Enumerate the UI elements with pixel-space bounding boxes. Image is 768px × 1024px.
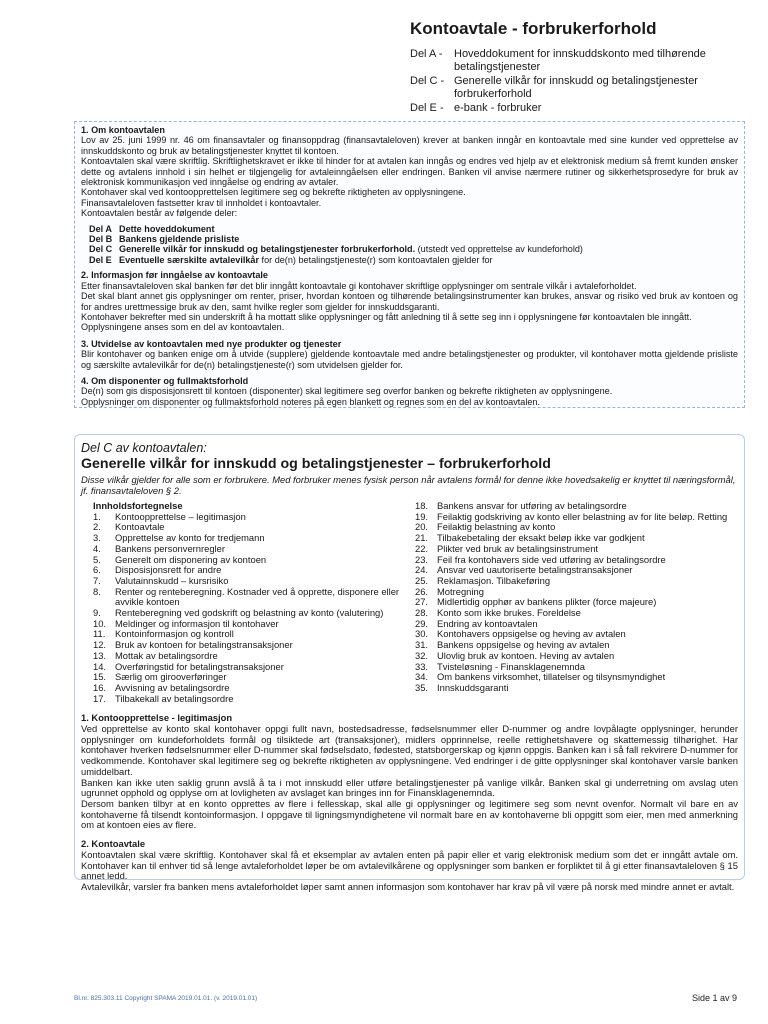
toc-title: Bankens ansvar for utføring av betalingsordre — [437, 500, 627, 512]
toc-column-right — [415, 501, 737, 704]
toc-number: 2. — [93, 521, 101, 533]
part-code: Del E - — [410, 102, 444, 114]
document-title: Kontoavtale - forbrukerforhold — [410, 19, 657, 38]
del-c-subtitle: Del C av kontoavtalen: — [81, 441, 207, 455]
section-heading: 2. Kontoavtale — [81, 838, 146, 850]
paragraph: Avtalevilkår, varsler fra banken mens avtaleforholdet løper samt annen informasjon som kontohaver har krav på vil være på norsk med mindre annet er avtalt. — [81, 880, 735, 892]
toc-number: 24. — [415, 564, 429, 576]
paragraph: Kontohaver skal ved kontoopprettelsen legitimere seg og bekrefte riktigheten av opplysningene. — [81, 187, 466, 198]
part-desc: e-bank - forbruker — [454, 102, 542, 114]
section-heading: 1. Om kontoavtalen — [81, 125, 165, 135]
paragraph: Banken kan ikke uten saklig grunn avslå å ta i mot innskudd eller utføre betalingstjenester på vanlige vilkår. Banken skal gi underretning om avslag uten ugrunnet opphold og opplyse om at lovligheten av avslaget kan bringes inn for Finansklagenemnda. — [81, 776, 738, 799]
toc-title: Bankens oppsigelse og heving av avtalen — [437, 639, 610, 651]
toc-title: Kontoinformasjon og kontroll — [115, 628, 234, 640]
paragraph: Kontoavtalen skal være skriftlig. Skriftlighetskravet er ikke til hinder for at avtalen kan inngås og endres ved hjelp av et elektronisk medium så fremt kunden ønsker dette og avtalens innhold i sin helhet er tilgjengelig for avtaleinngåelsen eller endringen. Banken vil anvise nærmere rutiner og sikkerhetsprosedyre for bruk av elektronisk kommunikasjon ved inngåelse og endring av avtaler. — [81, 156, 738, 188]
toc-number: 32. — [415, 649, 429, 661]
toc-number: 13. — [93, 649, 107, 661]
toc-number: 9. — [93, 607, 101, 619]
toc-title: Disposisjonsrett for andre — [115, 564, 222, 576]
toc-title: Kontohavers oppsigelse og heving av avtalen — [437, 628, 626, 640]
toc-title: Kontoavtale — [115, 521, 165, 533]
toc-item — [93, 544, 415, 555]
paragraph: De(n) som gis disposisjonsrett til kontoen (disponenter) skal legitimere seg overfor banken og bekrefte riktigheten av opplysningene. — [81, 386, 613, 397]
del-text: Dette hoveddokument — [119, 223, 215, 234]
toc-number: 23. — [415, 553, 429, 565]
toc-title: Valutainnskudd – kursrisiko — [115, 574, 229, 586]
toc-title: Generelt om disponering av kontoen — [115, 553, 267, 565]
footer-copyright: Bl.nr. 825.303.11 Copyright SPAMA 2019.01.01. (v. 2019.01.01) — [74, 995, 258, 1002]
del-c-box — [74, 434, 745, 892]
toc-title: Meldinger og informasjon til kontohaver — [115, 617, 279, 629]
del-code: Del E — [89, 254, 112, 265]
paragraph: Kontohaver bekrefter med sin underskrift å ha mottatt slike opplysninger og fått anledning til å sette seg inn i opplysningene før kontoavtalen ble inngått. — [81, 311, 692, 322]
del-list — [89, 224, 738, 266]
toc-title: Tilbakebetaling der eksakt beløp ikke var godkjent — [437, 532, 645, 544]
toc-title: Om bankens virksomhet, tillatelser og tilsynsmyndighet — [437, 671, 666, 683]
toc-title: Bankens personvernregler — [115, 542, 225, 554]
toc-title: Ulovlig bruk av kontoen. Heving av avtalen — [437, 649, 615, 661]
del-row — [89, 234, 738, 244]
part-row — [410, 102, 750, 115]
toc-title: Kontoopprettelse – legitimasjon — [115, 510, 246, 522]
toc-number: 17. — [93, 692, 107, 704]
toc-title: Avvisning av betalingsordre — [115, 681, 230, 693]
toc-title: Endring av kontoavtalen — [437, 617, 538, 629]
toc-number: 31. — [415, 639, 429, 651]
toc-number: 6. — [93, 564, 101, 576]
part-code: Del A - — [410, 48, 443, 60]
del-row — [89, 224, 738, 234]
toc-heading: Innholdsfortegnelse — [93, 500, 183, 511]
toc-number: 14. — [93, 660, 107, 672]
page-number: Side 1 av 9 — [691, 993, 737, 1003]
toc-title: Konto som ikke brukes. Foreldelse — [437, 607, 581, 619]
part-code: Del C - — [410, 75, 445, 87]
toc-title: Feil fra kontohavers side ved utføring av betalingsordre — [437, 553, 666, 565]
toc-number: 11. — [93, 628, 106, 640]
del-code: Del A — [89, 223, 112, 234]
toc-number: 4. — [93, 542, 101, 554]
toc-title: Renteberegning ved godskrift og belastning av konto (valutering) — [115, 607, 384, 619]
section-heading: 1. Kontoopprettelse - legitimasjon — [81, 712, 233, 724]
part-row — [410, 75, 750, 100]
toc-number: 25. — [415, 574, 429, 586]
toc-title: Innskuddsgaranti — [437, 681, 509, 693]
toc-number: 34. — [415, 671, 429, 683]
toc-title: Feilaktig godskriving av konto eller belastning av for lite beløp. Retting — [437, 510, 728, 522]
toc-column-left — [93, 512, 415, 705]
del-text: Eventuelle særskilte avtalevilkår for de(n) betalingstjeneste(r) som kontoavtalen gjelder for — [119, 254, 493, 265]
toc-number: 20. — [415, 521, 429, 533]
toc-number: 15. — [93, 671, 107, 683]
toc-item — [93, 694, 415, 705]
toc-number: 16. — [93, 681, 107, 693]
del-row — [89, 255, 738, 265]
toc-title: Overføringstid for betalingstransaksjoner — [115, 660, 284, 672]
del-code: Del C — [89, 244, 113, 255]
toc-number: 1. — [93, 510, 101, 522]
paragraph: Etter finansavtaleloven skal banken før det blir inngått kontoavtale gi kontohaver skriftlige opplysninger om sentrale vilkår i avtaleforholdet. — [81, 280, 637, 291]
toc-title: Opprettelse av konto for tredjemann — [115, 532, 265, 544]
toc-title: Ansvar ved uautoriserte betalingstransaksjoner — [437, 564, 633, 576]
toc-title: Reklamasjon. Tilbakeføring — [437, 574, 551, 586]
toc-item — [415, 651, 737, 662]
paragraph: Blir kontohaver og banken enige om å utvide (supplere) gjeldende kontoavtale med andre betalingstjenester og produkter, vil kontohaver motta gjeldende prisliste og særskilte avtalevilkår for de(n) betalingstjeneste(r) som utvidelsen gjelder for. — [81, 349, 738, 370]
toc-number: 8. — [93, 585, 101, 597]
del-code: Del B — [89, 234, 113, 245]
document-header — [410, 18, 750, 117]
toc-number: 19. — [415, 510, 429, 522]
toc-number: 27. — [415, 596, 429, 608]
paragraph: Dersom banken tilbyr at en konto opprettes av flere i fellesskap, skal alle gi opplysninger og legitimere seg som nevnt ovenfor. Normalt vil bare en av kontohaverne få tilsendt kontoinformasjon. I oppgave til ligningsmyndighetene vil normalt bare en av kontohaverne bli oppgitt som eier, men med anmerkning om at kontoen eies av flere. — [81, 797, 738, 831]
toc-number: 5. — [93, 553, 101, 565]
part-desc: Generelle vilkår for innskudd og betalingstjenester forbrukerforhold — [454, 75, 698, 100]
parts-list — [410, 48, 750, 115]
toc-number: 29. — [415, 617, 429, 629]
toc-item — [415, 683, 737, 694]
toc-title: Motregning — [437, 585, 484, 597]
toc-item — [415, 544, 737, 555]
section-heading: 4. Om disponenter og fullmaktsforhold — [81, 375, 249, 386]
toc-number: 22. — [415, 542, 429, 554]
toc-title: Midlertidig opphør av bankens plikter (force majeure) — [437, 596, 657, 608]
paragraph: Det skal blant annet gis opplysninger om renter, priser, hvordan kontoen og tilhørende betalingsinstrumenter kan brukes, ansvar og risiko ved bruk av kontoen og for andres urettmessige bruk av den, samt hvilke regler som gjelder for innskuddsgaranti. — [81, 291, 738, 312]
section-heading: 3. Utvidelse av kontoavtalen med nye produkter og tjenester — [81, 338, 342, 349]
toc-number: 10. — [93, 617, 107, 629]
toc-item — [93, 651, 415, 662]
toc-number: 28. — [415, 607, 429, 619]
part-row — [410, 48, 750, 73]
del-text: Bankens gjeldende prisliste — [119, 234, 240, 245]
paragraph: Lov av 25. juni 1999 nr. 46 om finansavtaler og finansoppdrag (finansavtaleloven) krever at banken inngår en kontoavtale med sine kunder ved opprettelse av innskuddskonto og bruk av betalingstjenester knyttet til kontoen. — [81, 135, 738, 156]
toc-title: Tilbakekall av betalingsordre — [115, 692, 234, 704]
paragraph: Kontoavtalen består av følgende deler: — [81, 208, 238, 219]
paragraph: Finansavtaleloven fastsetter krav til innholdet i kontoavtaler. — [81, 197, 322, 208]
toc-number: 35. — [415, 681, 429, 693]
toc-number: 30. — [415, 628, 429, 640]
del-text: Generelle vilkår for innskudd og betalingstjenester forbrukerforhold. (utstedt ved opprettelse av kundeforhold) — [119, 244, 583, 255]
toc-number: 12. — [93, 639, 107, 651]
part-desc: Hoveddokument for innskuddskonto med tilhørende betalingstjenester — [454, 48, 706, 73]
section-heading: 2. Informasjon før inngåelse av kontoavtale — [81, 270, 268, 281]
toc-title: Renter og renteberegning. Kostnader ved å opprette, disponere eller avvikle kontoen — [115, 585, 400, 608]
kontoavtale-info-box — [74, 121, 745, 408]
toc-number: 26. — [415, 585, 429, 597]
del-c-title: Generelle vilkår for innskudd og betalingstjenester – forbrukerforhold — [81, 456, 551, 472]
paragraph: Opplysningene anses som en del av kontoavtalen. — [81, 322, 285, 333]
toc-title: Bruk av kontoen for betalingstransaksjoner — [115, 639, 293, 651]
toc-title: Særlig om girooverføringer — [115, 671, 227, 683]
toc-number: 21. — [415, 532, 429, 544]
del-row — [89, 244, 738, 254]
toc-number: 3. — [93, 532, 101, 544]
del-c-intro: Disse vilkår gjelder for alle som er forbrukere. Med forbruker menes fysisk person når avtalens formål for denne ikke hovedsakelig er knyttet til næringsformål, jf. finansavtaleloven § 2. — [81, 474, 736, 496]
paragraph: Kontoavtalen skal være skriftlig. Kontohaver skal få et eksemplar av avtalen enten på papir eller et varig elektronisk medium som det er inngått avtale om. Kontohaver kan til enhver tid så lenge avtaleforholdet løper be om avtalevilkårene og opplysninger som banken er forpliktet til å gi etter finansavtaleloven § 15 annet ledd. — [81, 848, 738, 882]
paragraph: Ved opprettelse av konto skal kontohaver oppgi fullt navn, bostedsadresse, fødselsnummer eller D-nummer og andre lovpålagte opplysninger, herunder opplysninger om kundeforholdets formål og tilsiktede art (transaksjoner), midlers opprinnelse, reelle rettighetshavere og skattemessig tilhørighet. Har kontohaver hverken fødselsnummer eller D-nummer skal fødselsdato, fødested, statsborgerskap og kjønn oppgis. Banken kan i så fall rekvirere D-nummer for vedkommende. Kontohaver skal legitimere seg og bekrefte riktigheten av opplysningene. Ved endringer i de gitte opplysninger skal kontohaver varsle banken umiddelbart. — [81, 723, 738, 777]
toc-title: Mottak av betalingsordre — [115, 649, 218, 661]
toc-item — [93, 587, 415, 608]
toc-title: Feilaktig belastning av konto — [437, 521, 556, 533]
toc-number: 18. — [415, 500, 429, 512]
toc-number: 7. — [93, 574, 101, 586]
toc-title: Plikter ved bruk av betalingsinstrument — [437, 542, 599, 554]
toc-number: 33. — [415, 660, 429, 672]
paragraph: Opplysninger om disponenter og fullmaktsforhold noteres på egen blankett og regnes som en del av kontoavtalen. — [81, 396, 541, 407]
toc-title: Tvisteløsning - Finansklagenemnda — [437, 660, 585, 672]
